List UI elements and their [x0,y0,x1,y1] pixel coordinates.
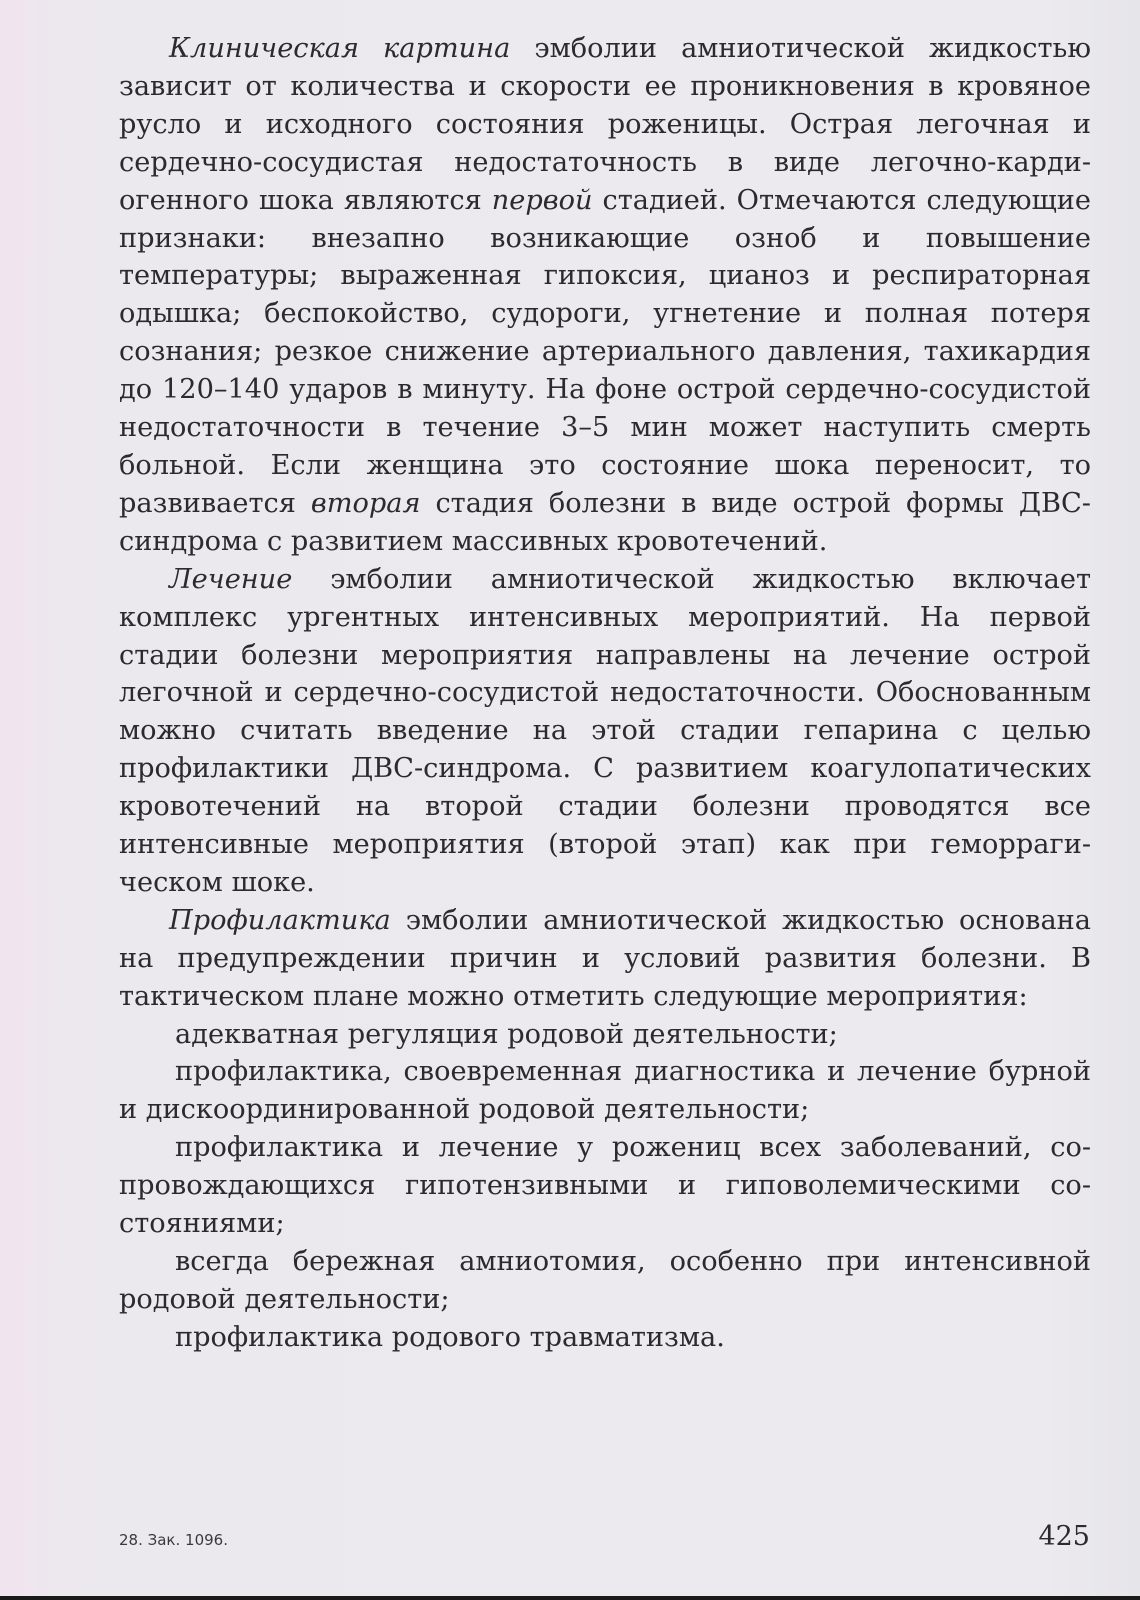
page-text [119,30,1091,1357]
paragraph-treatment [119,561,1091,902]
paragraph-text: стадией. Отмечаются следующие признаки: внезапно возникающие озноб и повышение температуры; выраженная гипоксия, цианоз и респираторная одышка; беспокойство, судороги, угнетение и полная потеря сознания; резкое снижение артериального давления, тахикардия до 120–140 ударов в минуту. На фоне острой сердечно-сосудистой недостаточности в течение 3–5 мин может наступить смерть больной. Если женщина это состояние шока переносит, то развивается [119,184,1091,519]
term-prevention: Профилактика [169,904,391,936]
paragraph-clinical-picture [119,30,1091,561]
emphasis-first: первой [491,184,593,216]
paragraph-text: эмболии амниотической жидкостью зависит от количества и скорости ее проникновения в кровяное русло и исходного состояния роженицы. Острая легочная и сердечно-сосудистая недостаточность в виде легочно-кардиогенного шока являются [119,33,1092,216]
list-item: всегда бережная амниотомия, особенно при интенсивной родовой деятельности; [119,1246,1091,1315]
page-number: 425 [1038,1521,1090,1552]
term-treatment: Лечение [169,563,293,595]
term-clinical-picture: Клиническая картина [169,33,511,64]
printer-signature: 28. Зак. 1096. [119,1531,228,1549]
scan-edge [0,1596,1140,1600]
paragraph-text: эмболии амниотической жидкостью основана на предупреждении причин и условий развития болезни. В тактическом плане можно отметить следующие мероприятия: [119,904,1091,1012]
list-item: профилактика, своевременная диагностика и лечение бурной и дискоординированной родовой деятельности; [119,1056,1091,1126]
list-item: профилактика родового травматизма. [175,1321,725,1353]
list-item: адекватная регуляция родовой деятельности; [175,1018,838,1050]
paragraph-text: эмболии амниотической жидкостью включает комплекс ургентных интенсивных мероприятий. На первой стадии болезни мероприятия направлены на лечение острой легочной и сердечно-сосудистой недостаточности. Обоснованным можно считать введение на этой стадии гепарина с целью профилактики ДВС-синдрома. С развитием коагулопатических кровотечений на второй стадии болезни проводятся все интенсивные мероприятия (второй этап) как при геморрагическом шоке. [119,563,1091,898]
paragraph-text: стадия болезни в виде острой формы ДВС-синдрома с развитием массивных кровотечений. [119,487,1091,557]
paragraph-prevention [119,902,1091,1016]
list-item: профилактика и лечение у рожениц всех заболеваний, сопровождающихся гипотензивными и гиповолемическими состояниями; [119,1132,1091,1240]
emphasis-second: вторая [310,487,421,519]
